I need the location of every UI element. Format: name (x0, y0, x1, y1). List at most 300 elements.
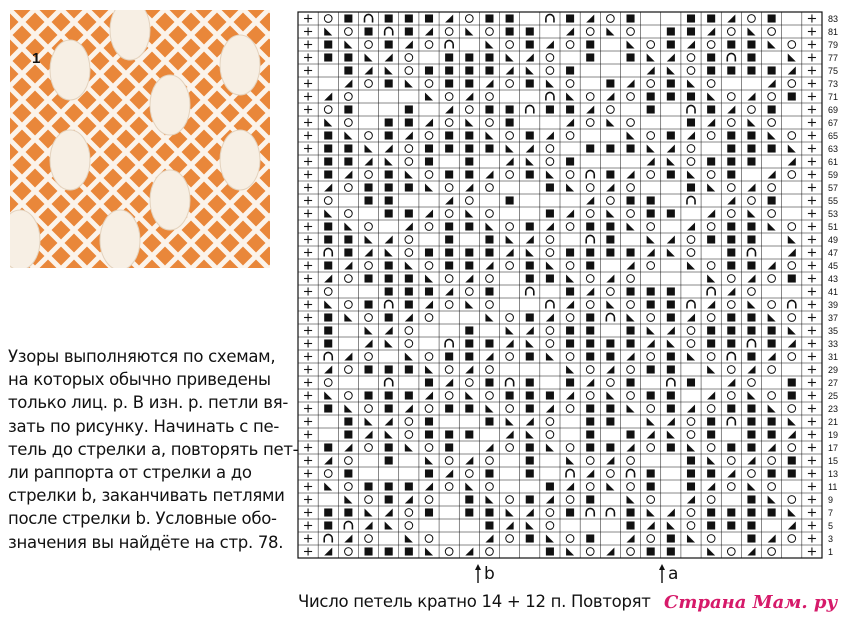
solid-square-icon (405, 209, 413, 217)
solid-square-icon (667, 404, 675, 412)
solid-square-icon (768, 14, 776, 22)
solid-square-icon (344, 144, 352, 152)
solid-square-icon (365, 27, 373, 35)
description-line: после стрелки b. Условные обо- (8, 509, 277, 529)
solid-square-icon (526, 443, 534, 451)
solid-square-icon (365, 365, 373, 373)
solid-square-icon (647, 300, 655, 308)
solid-square-icon (707, 469, 715, 477)
solid-square-icon (566, 508, 574, 516)
row-number: 27 (828, 378, 839, 388)
solid-square-icon (727, 157, 735, 165)
solid-square-icon (526, 456, 534, 464)
row-number: 69 (828, 105, 839, 115)
solid-square-icon (667, 300, 675, 308)
solid-square-icon (627, 196, 635, 204)
solid-square-icon (727, 313, 735, 321)
solid-square-icon (385, 40, 393, 48)
solid-square-icon (667, 443, 675, 451)
solid-square-icon (526, 261, 534, 269)
solid-square-icon (526, 222, 534, 230)
site-watermark: Страна Мам. ру (660, 592, 841, 613)
solid-square-icon (405, 300, 413, 308)
solid-square-icon (465, 339, 473, 347)
solid-square-icon (485, 105, 493, 113)
solid-square-icon (465, 495, 473, 503)
solid-square-icon (465, 508, 473, 516)
up-arrow-icon (474, 564, 484, 584)
row-number: 67 (828, 118, 839, 128)
solid-square-icon (385, 79, 393, 87)
solid-square-icon (385, 404, 393, 412)
solid-square-icon (647, 469, 655, 477)
row-number: 25 (828, 391, 839, 401)
solid-square-icon (385, 482, 393, 490)
solid-square-icon (627, 287, 635, 295)
solid-square-icon (606, 222, 614, 230)
solid-square-icon (405, 183, 413, 191)
description-line: ли раппорта от стрелки а до (8, 463, 252, 483)
solid-square-icon (667, 131, 675, 139)
row-number: 9 (828, 495, 834, 505)
solid-square-icon (747, 352, 755, 360)
solid-square-icon (385, 261, 393, 269)
solid-square-icon (667, 287, 675, 295)
solid-square-icon (465, 157, 473, 165)
solid-square-icon (445, 66, 453, 74)
solid-square-icon (465, 326, 473, 334)
solid-square-icon (385, 118, 393, 126)
solid-square-icon (385, 443, 393, 451)
solid-square-icon (546, 274, 554, 282)
solid-square-icon (465, 170, 473, 178)
solid-square-icon (445, 404, 453, 412)
row-number: 79 (828, 40, 839, 50)
solid-square-icon (687, 92, 695, 100)
solid-square-icon (667, 313, 675, 321)
solid-square-icon (727, 40, 735, 48)
solid-square-icon (385, 495, 393, 503)
solid-square-icon (465, 248, 473, 256)
solid-square-icon (707, 430, 715, 438)
solid-square-icon (425, 144, 433, 152)
solid-square-icon (707, 235, 715, 243)
solid-square-icon (747, 66, 755, 74)
solid-square-icon (768, 339, 776, 347)
row-number: 41 (828, 287, 839, 297)
row-number: 35 (828, 326, 839, 336)
solid-square-icon (727, 235, 735, 243)
solid-square-icon (445, 144, 453, 152)
solid-square-icon (445, 261, 453, 269)
solid-square-icon (727, 339, 735, 347)
solid-square-icon (687, 482, 695, 490)
solid-square-icon (747, 53, 755, 61)
solid-square-icon (627, 248, 635, 256)
solid-square-icon (344, 469, 352, 477)
solid-square-icon (385, 170, 393, 178)
solid-square-icon (627, 430, 635, 438)
solid-square-icon (465, 261, 473, 269)
solid-square-icon (627, 521, 635, 529)
solid-square-icon (385, 131, 393, 139)
solid-square-icon (506, 118, 514, 126)
solid-square-icon (365, 300, 373, 308)
solid-square-icon (647, 209, 655, 217)
solid-square-icon (365, 391, 373, 399)
solid-square-icon (324, 131, 332, 139)
solid-square-icon (526, 27, 534, 35)
row-number: 51 (828, 222, 839, 232)
row-number: 47 (828, 248, 839, 258)
solid-square-icon (687, 456, 695, 464)
solid-square-icon (324, 157, 332, 165)
solid-square-icon (485, 287, 493, 295)
solid-square-icon (546, 183, 554, 191)
solid-square-icon (788, 469, 796, 477)
solid-square-icon (566, 14, 574, 22)
solid-square-icon (365, 547, 373, 555)
solid-square-icon (566, 66, 574, 74)
solid-square-icon (727, 144, 735, 152)
arrow-a-label: a (668, 564, 679, 584)
solid-square-icon (425, 14, 433, 22)
solid-square-icon (324, 508, 332, 516)
solid-square-icon (586, 534, 594, 542)
solid-square-icon (788, 456, 796, 464)
solid-square-icon (485, 469, 493, 477)
solid-square-icon (707, 66, 715, 74)
solid-square-icon (526, 274, 534, 282)
solid-square-icon (606, 170, 614, 178)
solid-square-icon (788, 274, 796, 282)
solid-square-icon (747, 40, 755, 48)
solid-square-icon (445, 222, 453, 230)
solid-square-icon (606, 417, 614, 425)
solid-square-icon (667, 365, 675, 373)
solid-square-icon (747, 313, 755, 321)
solid-square-icon (687, 469, 695, 477)
solid-square-icon (687, 27, 695, 35)
arrow-b-label: b (484, 564, 495, 584)
row-number: 77 (828, 53, 839, 63)
solid-square-icon (727, 170, 735, 178)
solid-square-icon (566, 248, 574, 256)
solid-square-icon (707, 417, 715, 425)
solid-square-icon (606, 352, 614, 360)
solid-square-icon (768, 508, 776, 516)
description-line: тель до стрелки а, повторять пет- (8, 439, 299, 459)
solid-square-icon (526, 378, 534, 386)
solid-square-icon (586, 222, 594, 230)
solid-square-icon (344, 53, 352, 61)
solid-square-icon (344, 105, 352, 113)
solid-square-icon (405, 482, 413, 490)
solid-square-icon (485, 417, 493, 425)
solid-square-icon (727, 66, 735, 74)
solid-square-icon (707, 105, 715, 113)
solid-square-icon (425, 157, 433, 165)
solid-square-icon (425, 248, 433, 256)
solid-square-icon (385, 391, 393, 399)
solid-square-icon (747, 430, 755, 438)
arrow-b (474, 564, 495, 584)
solid-square-icon (627, 53, 635, 61)
row-number: 45 (828, 261, 839, 271)
solid-square-icon (768, 469, 776, 477)
solid-square-icon (647, 287, 655, 295)
solid-square-icon (667, 534, 675, 542)
solid-square-icon (405, 365, 413, 373)
solid-square-icon (647, 105, 655, 113)
solid-square-icon (385, 183, 393, 191)
description-line: только лиц. р. В изн. р. петли вя- (8, 393, 289, 413)
solid-square-icon (425, 378, 433, 386)
solid-square-icon (687, 378, 695, 386)
solid-square-icon (385, 196, 393, 204)
solid-square-icon (727, 404, 735, 412)
solid-square-icon (747, 131, 755, 139)
solid-square-icon (606, 339, 614, 347)
row-number: 37 (828, 313, 839, 323)
solid-square-icon (586, 443, 594, 451)
solid-square-icon (465, 53, 473, 61)
solid-square-icon (727, 508, 735, 516)
row-number: 7 (828, 508, 834, 518)
solid-square-icon (707, 53, 715, 61)
solid-square-icon (546, 209, 554, 217)
solid-square-icon (485, 508, 493, 516)
row-number: 21 (828, 417, 839, 427)
solid-square-icon (586, 495, 594, 503)
solid-square-icon (566, 378, 574, 386)
solid-square-icon (405, 105, 413, 113)
solid-square-icon (546, 391, 554, 399)
solid-square-icon (747, 521, 755, 529)
solid-square-icon (788, 378, 796, 386)
solid-square-icon (324, 521, 332, 529)
solid-square-icon (768, 326, 776, 334)
solid-square-icon (445, 53, 453, 61)
solid-square-icon (747, 157, 755, 165)
solid-square-icon (647, 482, 655, 490)
row-number: 17 (828, 443, 839, 453)
solid-square-icon (365, 196, 373, 204)
solid-square-icon (465, 352, 473, 360)
solid-square-icon (586, 339, 594, 347)
solid-square-icon (707, 521, 715, 529)
row-number: 33 (828, 339, 839, 349)
solid-square-icon (707, 508, 715, 516)
row-number: 63 (828, 144, 839, 154)
solid-square-icon (768, 105, 776, 113)
solid-square-icon (647, 92, 655, 100)
solid-square-icon (526, 534, 534, 542)
solid-square-icon (425, 430, 433, 438)
row-number: 75 (828, 66, 839, 76)
solid-square-icon (324, 404, 332, 412)
solid-square-icon (405, 27, 413, 35)
solid-square-icon (586, 404, 594, 412)
solid-square-icon (526, 495, 534, 503)
solid-square-icon (586, 53, 594, 61)
solid-square-icon (747, 443, 755, 451)
solid-square-icon (425, 469, 433, 477)
solid-square-icon (747, 326, 755, 334)
solid-square-icon (324, 235, 332, 243)
solid-square-icon (506, 196, 514, 204)
description-line: Узоры выполняются по схемам, (8, 347, 276, 366)
solid-square-icon (485, 235, 493, 243)
solid-square-icon (727, 261, 735, 269)
solid-square-icon (606, 404, 614, 412)
solid-square-icon (425, 508, 433, 516)
description-line: значения вы найдёте на стр. 78. (8, 532, 284, 552)
arrow-a (658, 564, 678, 584)
solid-square-icon (546, 482, 554, 490)
solid-square-icon (667, 79, 675, 87)
solid-square-icon (425, 287, 433, 295)
solid-square-icon (667, 391, 675, 399)
solid-square-icon (586, 40, 594, 48)
solid-square-icon (324, 443, 332, 451)
solid-square-icon (385, 547, 393, 555)
solid-square-icon (324, 313, 332, 321)
solid-square-icon (647, 365, 655, 373)
solid-square-icon (687, 183, 695, 191)
solid-square-icon (667, 92, 675, 100)
solid-square-icon (385, 365, 393, 373)
solid-square-icon (667, 547, 675, 555)
solid-square-icon (747, 261, 755, 269)
solid-square-icon (667, 209, 675, 217)
solid-square-icon (586, 144, 594, 152)
solid-square-icon (687, 118, 695, 126)
solid-square-icon (445, 248, 453, 256)
row-number: 3 (828, 534, 834, 544)
solid-square-icon (485, 14, 493, 22)
solid-square-icon (445, 352, 453, 360)
row-number: 53 (828, 209, 839, 219)
solid-square-icon (365, 183, 373, 191)
photo-number: 1 (32, 50, 41, 67)
up-arrow-icon (658, 564, 668, 584)
solid-square-icon (405, 287, 413, 295)
solid-square-icon (606, 144, 614, 152)
solid-square-icon (445, 170, 453, 178)
row-number: 71 (828, 92, 839, 102)
solid-square-icon (485, 144, 493, 152)
solid-square-icon (344, 235, 352, 243)
solid-square-icon (606, 235, 614, 243)
solid-square-icon (606, 248, 614, 256)
solid-square-icon (627, 378, 635, 386)
solid-square-icon (324, 339, 332, 347)
solid-square-icon (465, 66, 473, 74)
solid-square-icon (768, 417, 776, 425)
row-number: 13 (828, 469, 839, 479)
solid-square-icon (546, 105, 554, 113)
solid-square-icon (385, 274, 393, 282)
description-line: на которых обычно приведены (8, 370, 271, 390)
row-number: 19 (828, 430, 839, 440)
solid-square-icon (324, 222, 332, 230)
row-number: 39 (828, 300, 839, 310)
solid-square-icon (606, 443, 614, 451)
solid-square-icon (526, 170, 534, 178)
row-number: 11 (828, 482, 838, 492)
solid-square-icon (445, 443, 453, 451)
row-number: 15 (828, 456, 839, 466)
solid-square-icon (344, 430, 352, 438)
stitch-count-note: Число петель кратно 14 + 12 п. Повторят (298, 592, 651, 611)
solid-square-icon (526, 469, 534, 477)
solid-square-icon (506, 27, 514, 35)
solid-square-icon (586, 326, 594, 334)
solid-square-icon (324, 53, 332, 61)
solid-square-icon (566, 287, 574, 295)
solid-square-icon (586, 313, 594, 321)
solid-square-icon (405, 14, 413, 22)
solid-square-icon (405, 391, 413, 399)
solid-square-icon (385, 456, 393, 464)
solid-square-icon (768, 196, 776, 204)
solid-square-icon (627, 144, 635, 152)
solid-square-icon (788, 391, 796, 399)
solid-square-icon (506, 105, 514, 113)
solid-square-icon (707, 14, 715, 22)
solid-square-icon (667, 27, 675, 35)
solid-square-icon (586, 261, 594, 269)
solid-square-icon (566, 339, 574, 347)
solid-square-icon (647, 547, 655, 555)
solid-square-icon (485, 53, 493, 61)
solid-square-icon (747, 495, 755, 503)
solid-square-icon (344, 14, 352, 22)
solid-square-icon (627, 14, 635, 22)
solid-square-icon (727, 222, 735, 230)
solid-square-icon (586, 417, 594, 425)
solid-square-icon (344, 157, 352, 165)
solid-square-icon (344, 248, 352, 256)
solid-square-icon (727, 131, 735, 139)
row-number: 49 (828, 235, 839, 245)
solid-square-icon (445, 131, 453, 139)
row-number: 1 (828, 547, 834, 557)
solid-square-icon (747, 404, 755, 412)
solid-square-icon (385, 287, 393, 295)
row-number: 61 (828, 157, 839, 167)
row-number: 83 (828, 14, 839, 24)
description-line: стрелки b, заканчивать петлями (8, 486, 285, 506)
solid-square-icon (344, 508, 352, 516)
solid-square-icon (465, 131, 473, 139)
row-number: 81 (828, 27, 839, 37)
row-number: 43 (828, 274, 839, 284)
solid-square-icon (485, 378, 493, 386)
solid-square-icon (627, 326, 635, 334)
solid-square-icon (324, 144, 332, 152)
solid-square-icon (627, 508, 635, 516)
solid-square-icon (526, 40, 534, 48)
solid-square-icon (526, 404, 534, 412)
solid-square-icon (526, 352, 534, 360)
solid-square-icon (405, 274, 413, 282)
solid-square-icon (566, 105, 574, 113)
solid-square-icon (526, 79, 534, 87)
solid-square-icon (727, 326, 735, 334)
row-number: 57 (828, 183, 839, 193)
